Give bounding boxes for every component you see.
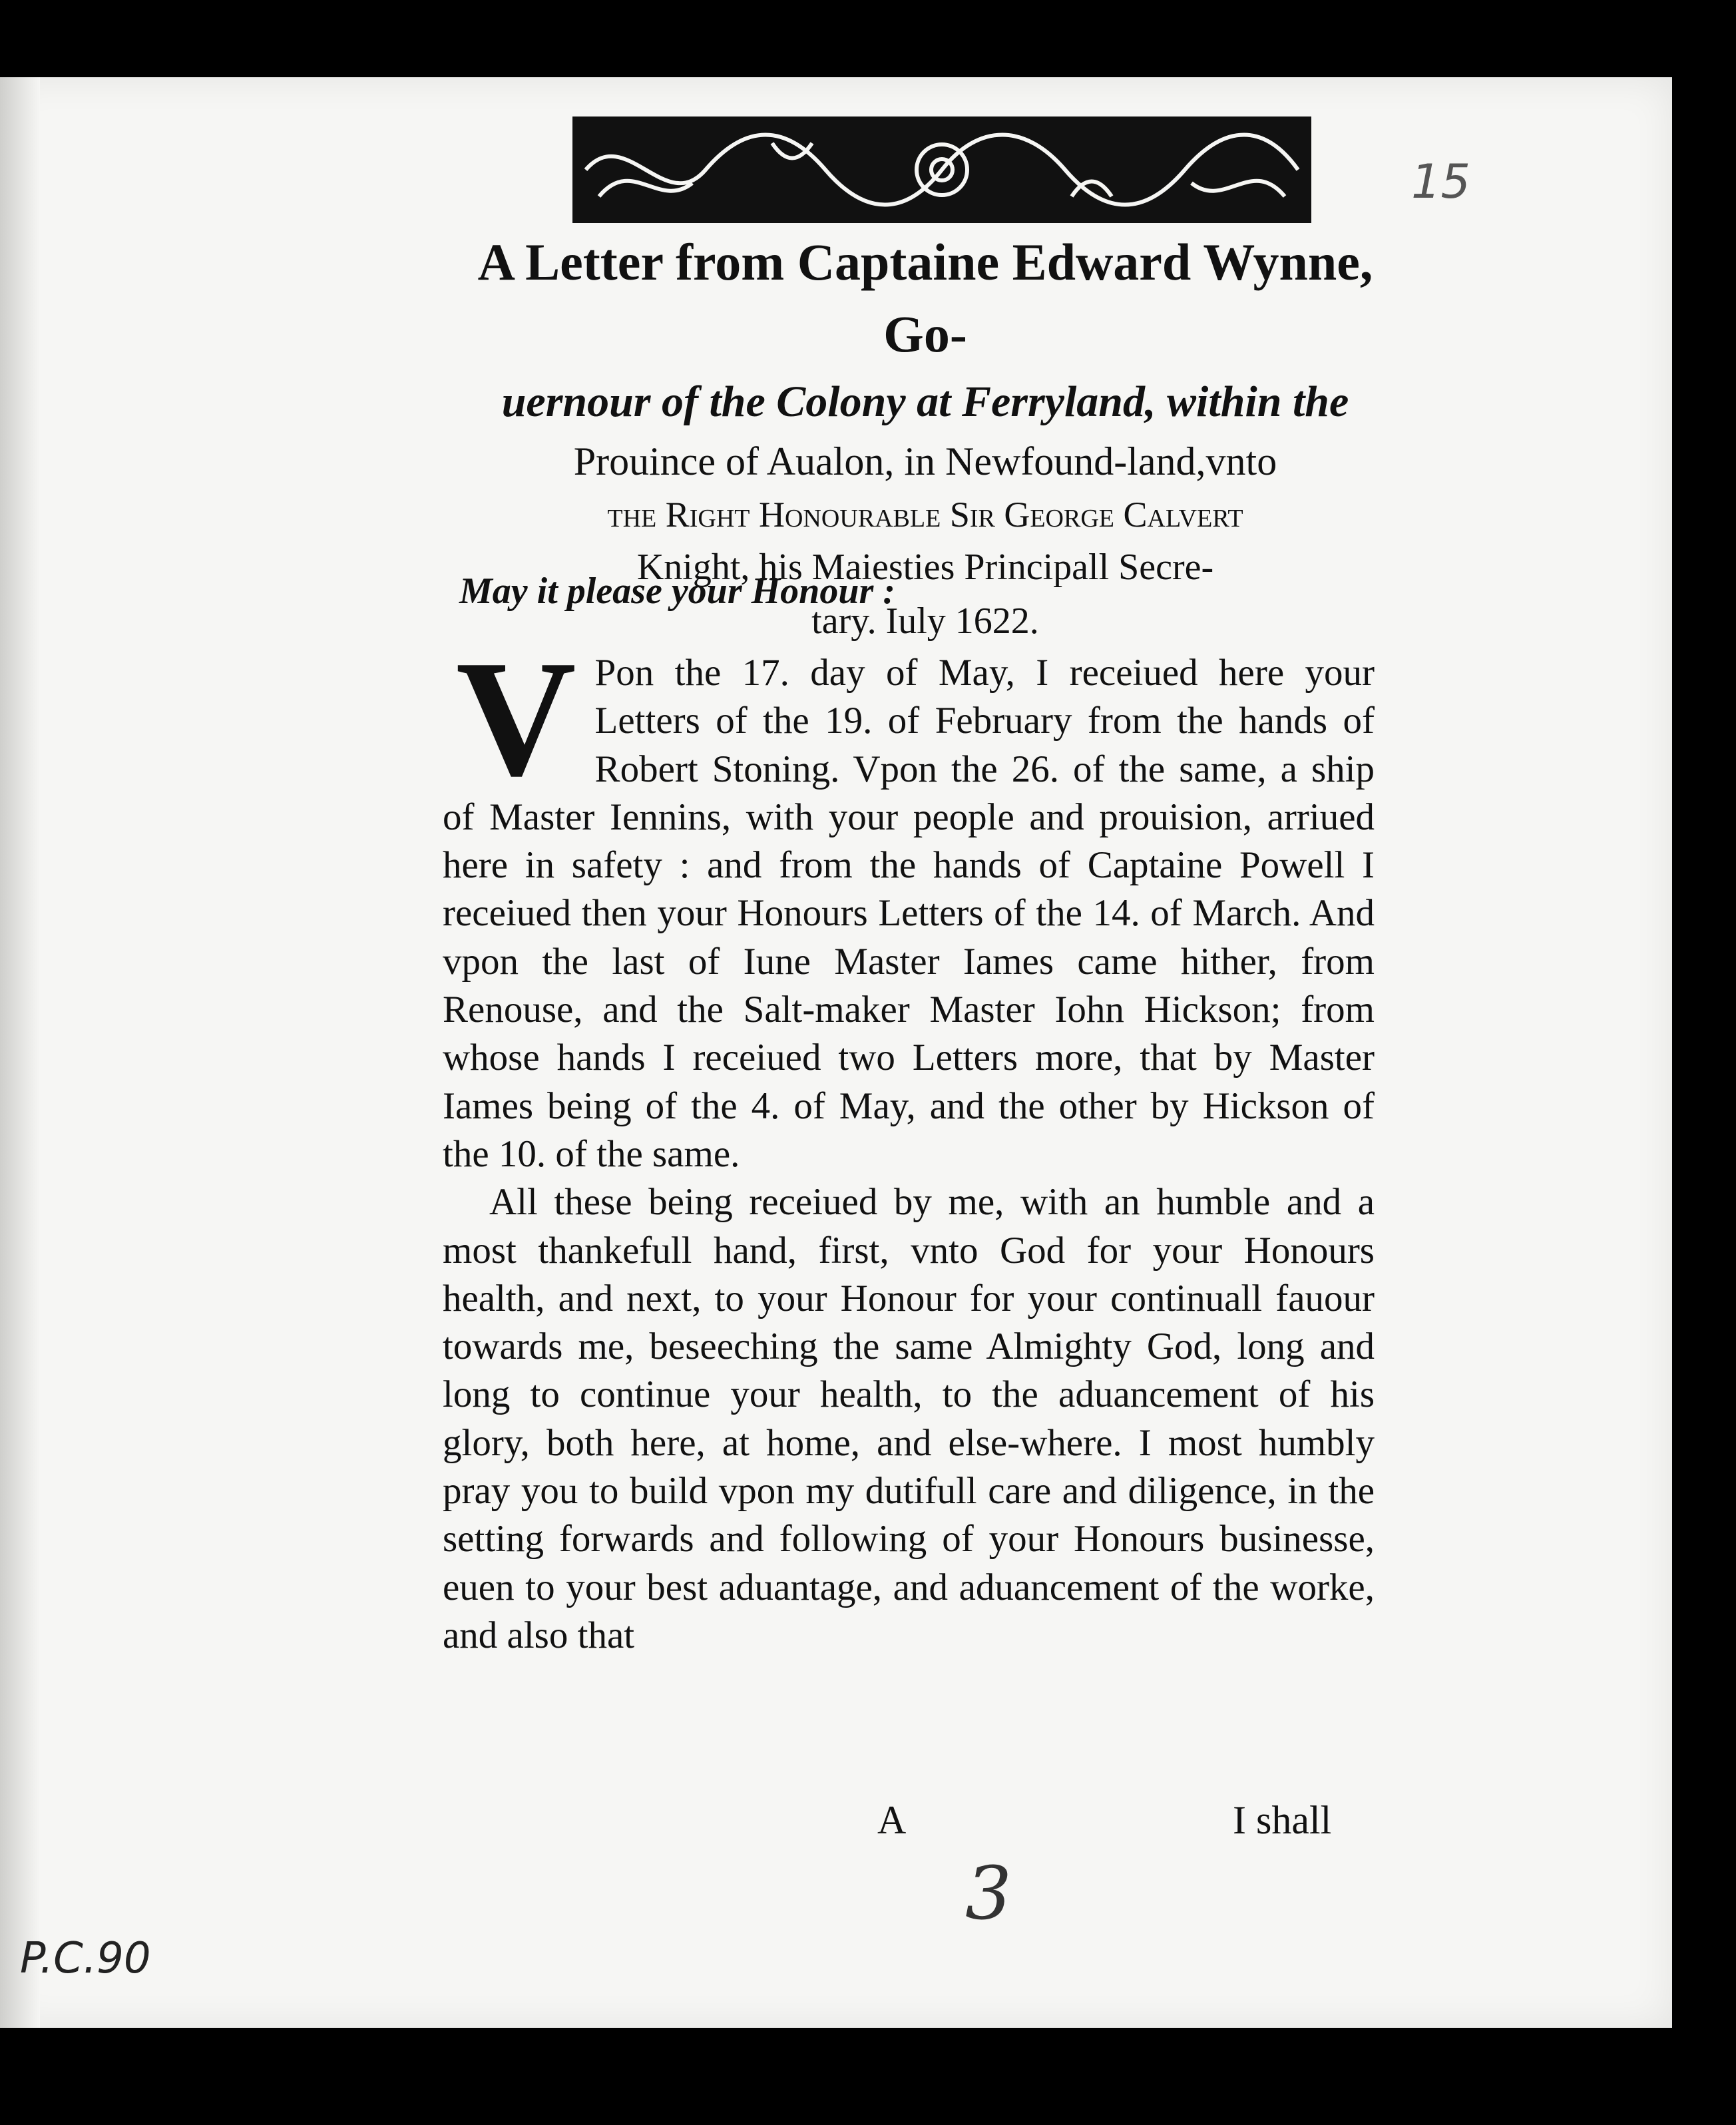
letter-body — [443, 626, 1375, 1660]
signature-mark: A — [877, 1798, 907, 1842]
paragraph-1-text: Pon the 17. day of May, I receiued here your Letters of the 19. of February from the hands of Robert Stoning. Vpon the 26. of the same, a ship of Master Iennins, with your people and prouision, arriued here in safety : and from the hands of Captaine Powell I receiued then your Honours Letters of the 14. of March. And vpon the last of Iune Master Iames came hither, from Renouse, and the Salt-maker Master Iohn Hickson; from whose hands I receiued two Letters more, that by Master Iames being of the 4. of May, and the other by Hickson of the 10. of the same. — [443, 652, 1375, 1175]
title-line-6: tary. Iuly 1622. — [811, 600, 1039, 642]
title-line-1: A Letter from Captaine Edward Wynne, Go- — [477, 233, 1373, 363]
catchword: I shall — [1233, 1798, 1332, 1842]
headpiece-ornament — [572, 117, 1311, 223]
paragraph-2: All these being receiued by me, with an humble and a most thankefull hand, first, vnto God for your Honours health, and next, to your Honour for your continuall fauour towards me, beseeching the same Almighty God, long and long to continue your health, to the aduancement of his glory, both here, at home, and else-where. I most humbly pray you to build vpon my dutifull care and diligence, in the setting forwards and following of your Honours businesse, euen to your best aduantage, and aduancement of the worke, and also that — [443, 1181, 1375, 1656]
salutation: May it please your Honour : — [459, 571, 895, 612]
title-line-2: uernour of the Colony at Ferryland, within the — [501, 377, 1349, 426]
spine-shadow — [0, 77, 40, 2028]
title-line-5: Knight, his Maiesties Principall Secre- — [636, 547, 1214, 588]
folio-number: 15 — [1411, 154, 1471, 209]
title-line-3: Prouince of Aualon, in Newfound-land,vnto — [573, 439, 1277, 483]
title-line-4: the Right Honourable Sir George Calvert — [607, 495, 1243, 535]
drop-cap: V — [456, 626, 576, 811]
paragraph-1 — [443, 626, 1375, 1178]
handwritten-number: 3 — [965, 1851, 1012, 1936]
shelfmark: P.C.90 — [20, 1934, 151, 1983]
